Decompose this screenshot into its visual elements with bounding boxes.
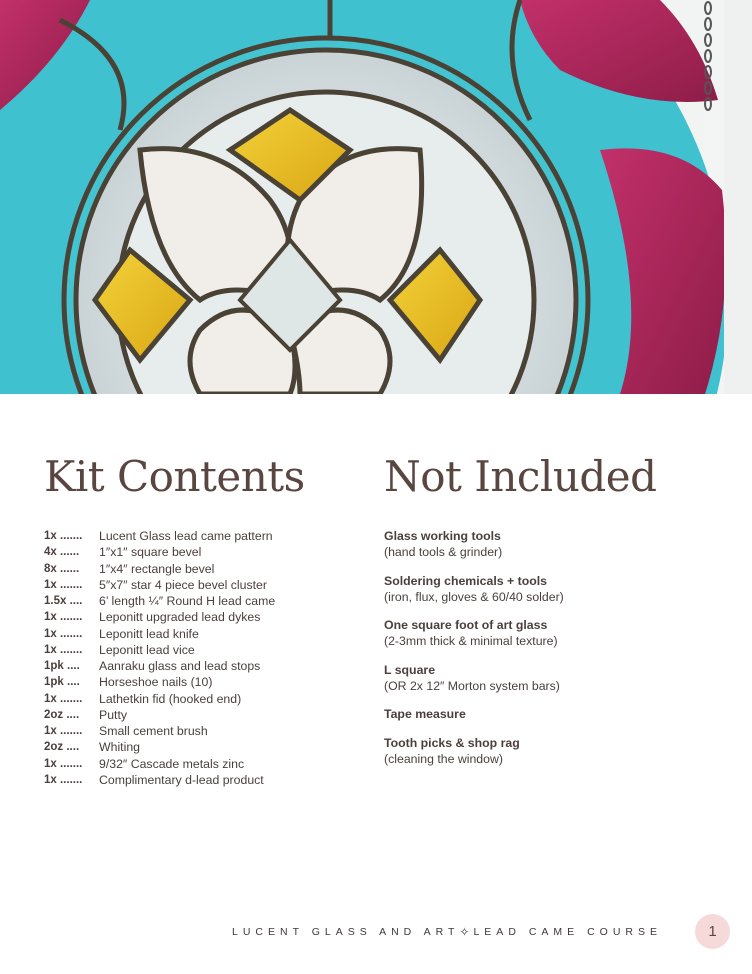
list-item bbox=[44, 691, 275, 707]
not-included-item-title: Tape measure bbox=[384, 707, 466, 722]
not-included-item-detail: (2-3mm thick & minimal texture) bbox=[384, 634, 558, 649]
footer-brand: LUCENT GLASS AND ART bbox=[232, 926, 460, 938]
kit-item: Aanraku glass and lead stops bbox=[99, 659, 261, 674]
kit-qty: 1pk .... bbox=[44, 660, 80, 673]
kit-qty: 1x ....... bbox=[44, 757, 83, 770]
kit-item: Leponitt lead vice bbox=[99, 642, 195, 657]
list-item bbox=[44, 528, 275, 544]
kit-qty: 1pk .... bbox=[44, 676, 80, 689]
not-included-item-detail: (cleaning the window) bbox=[384, 751, 503, 766]
list-item bbox=[384, 735, 714, 768]
list-item bbox=[44, 577, 275, 593]
list-item bbox=[44, 739, 275, 755]
kit-item: Complimentary d-lead product bbox=[99, 772, 264, 787]
kit-qty: 1x ....... bbox=[44, 578, 83, 591]
list-item bbox=[44, 642, 275, 658]
not-included-item-detail: (OR 2x 12″ Morton system bars) bbox=[384, 679, 560, 694]
kit-qty: 1x ....... bbox=[44, 773, 83, 786]
hero-stained-glass-image bbox=[0, 0, 752, 394]
kit-item: Leponitt lead knife bbox=[99, 626, 199, 641]
list-item bbox=[44, 626, 275, 642]
list-item bbox=[44, 544, 275, 560]
not-included-item-title: Soldering chemicals + tools bbox=[384, 573, 547, 588]
kit-item: 9/32″ Cascade metals zinc bbox=[99, 756, 245, 771]
not-included-list bbox=[384, 528, 714, 779]
not-included-title: Not Included bbox=[384, 452, 657, 501]
list-item bbox=[384, 706, 714, 722]
list-item bbox=[44, 756, 275, 772]
footer-course-title bbox=[232, 925, 662, 939]
kit-item: 1″x1″ square bevel bbox=[99, 545, 202, 560]
page-number-badge: 1 bbox=[695, 914, 730, 949]
list-item bbox=[44, 609, 275, 625]
kit-item: Putty bbox=[99, 707, 128, 722]
kit-item: 6’ length ¼″ Round H lead came bbox=[99, 594, 276, 609]
kit-item: Small cement brush bbox=[99, 724, 208, 739]
kit-qty: 2oz .... bbox=[44, 708, 80, 721]
not-included-item-detail: (hand tools & grinder) bbox=[384, 545, 503, 560]
list-item bbox=[44, 674, 275, 690]
kit-item: Lucent Glass lead came pattern bbox=[99, 529, 273, 544]
kit-qty: 1.5x .... bbox=[44, 595, 83, 608]
list-item bbox=[384, 528, 714, 561]
list-item bbox=[44, 707, 275, 723]
kit-item: Whiting bbox=[99, 740, 141, 755]
kit-contents-title: Kit Contents bbox=[44, 452, 305, 501]
list-item bbox=[384, 573, 714, 606]
list-item bbox=[44, 772, 275, 788]
kit-qty: 4x ...... bbox=[44, 546, 80, 559]
not-included-item-title: One square foot of art glass bbox=[384, 618, 548, 633]
kit-item: Horseshoe nails (10) bbox=[99, 675, 213, 690]
list-item bbox=[384, 662, 714, 695]
list-item bbox=[44, 593, 275, 609]
not-included-item-detail: (iron, flux, gloves & 60/40 solder) bbox=[384, 589, 564, 604]
kit-item: Lathetkin fid (hooked end) bbox=[99, 691, 242, 706]
kit-qty: 8x ...... bbox=[44, 562, 80, 575]
kit-qty: 1x ....... bbox=[44, 643, 83, 656]
not-included-item-title: Glass working tools bbox=[384, 529, 501, 543]
kit-item: Leponitt upgraded lead dykes bbox=[99, 610, 261, 625]
kit-item: 1″x4″ rectangle bevel bbox=[99, 561, 215, 576]
kit-qty: 1x ....... bbox=[44, 692, 83, 705]
kit-contents-list bbox=[44, 528, 275, 788]
not-included-item-title: Tooth picks & shop rag bbox=[384, 735, 520, 750]
kit-item: 5″x7″ star 4 piece bevel cluster bbox=[99, 577, 267, 592]
list-item bbox=[44, 723, 275, 739]
kit-qty: 1x ....... bbox=[44, 627, 83, 640]
kit-qty: 1x ....... bbox=[44, 611, 83, 624]
list-item bbox=[44, 658, 275, 674]
kit-qty: 2oz .... bbox=[44, 741, 80, 754]
kit-qty: 1x ....... bbox=[44, 530, 83, 543]
footer-course: LEAD CAME COURSE bbox=[473, 926, 662, 938]
list-item bbox=[44, 561, 275, 577]
kit-qty: 1x ....... bbox=[44, 725, 83, 738]
sparkle-icon: ✧ bbox=[459, 925, 470, 939]
not-included-item-title: L square bbox=[384, 662, 436, 677]
list-item bbox=[384, 617, 714, 650]
